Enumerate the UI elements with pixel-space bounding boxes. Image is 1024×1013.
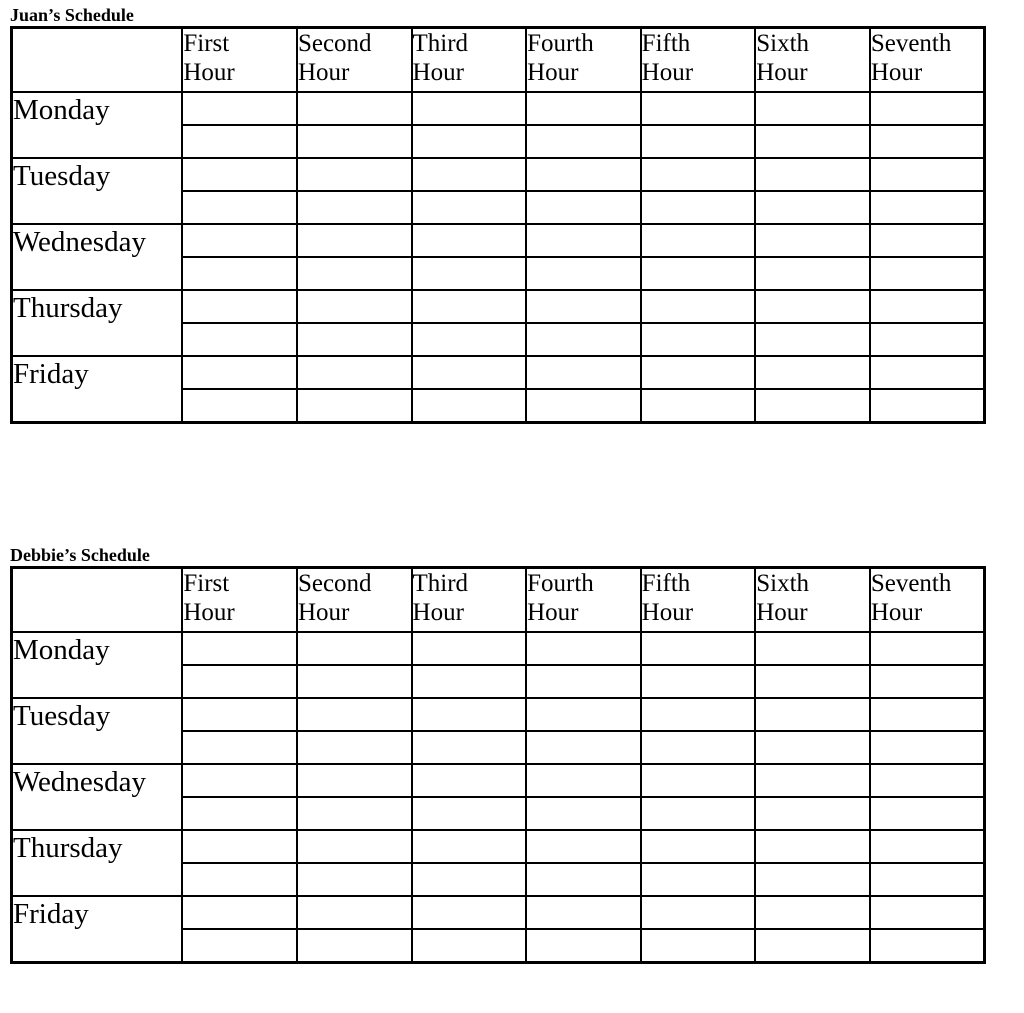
hour-label: Third xyxy=(412,30,469,57)
schedule-slot[interactable] xyxy=(182,632,297,665)
schedule-slot[interactable] xyxy=(297,224,412,257)
hour-label: Hour xyxy=(870,59,923,86)
schedule-slot[interactable] xyxy=(755,290,870,323)
hour-header-second xyxy=(297,568,412,633)
tuesday-row-a xyxy=(12,158,985,191)
schedule-slot[interactable] xyxy=(870,323,985,356)
schedule-slot[interactable] xyxy=(412,632,527,665)
schedule-slot[interactable] xyxy=(641,797,756,830)
schedule-slot[interactable] xyxy=(526,830,641,863)
hour-label: Hour xyxy=(641,599,694,626)
schedule-slot[interactable] xyxy=(755,665,870,698)
schedule-slot[interactable] xyxy=(182,125,297,158)
schedule-slot[interactable] xyxy=(297,632,412,665)
schedule-slot[interactable] xyxy=(412,731,527,764)
tuesday-row-a xyxy=(12,698,985,731)
wednesday-row-a xyxy=(12,224,985,257)
schedule-slot[interactable] xyxy=(297,290,412,323)
schedule-slot[interactable] xyxy=(297,764,412,797)
schedule-slot[interactable] xyxy=(412,356,527,389)
thursday-row-a xyxy=(12,290,985,323)
schedule-slot[interactable] xyxy=(297,830,412,863)
hour-label: Fifth xyxy=(641,30,691,57)
schedule-slot[interactable] xyxy=(526,356,641,389)
schedule-slot[interactable] xyxy=(755,830,870,863)
schedule-slot[interactable] xyxy=(412,665,527,698)
schedule-slot[interactable] xyxy=(526,92,641,125)
hour-label: First xyxy=(183,570,230,597)
schedule-slot[interactable] xyxy=(641,698,756,731)
schedule-slot[interactable] xyxy=(297,863,412,896)
schedule-slot[interactable] xyxy=(641,92,756,125)
hour-label: First xyxy=(183,30,230,57)
schedule-slot[interactable] xyxy=(641,224,756,257)
schedule-slot[interactable] xyxy=(641,731,756,764)
schedule-slot[interactable] xyxy=(755,125,870,158)
schedule-slot[interactable] xyxy=(297,731,412,764)
hour-header-third xyxy=(412,568,527,633)
schedule-slot[interactable] xyxy=(755,323,870,356)
schedule-slot[interactable] xyxy=(641,896,756,929)
schedule-slot[interactable] xyxy=(182,764,297,797)
schedule-slot[interactable] xyxy=(755,929,870,962)
hour-header-fourth xyxy=(526,568,641,633)
schedule-slot[interactable] xyxy=(870,731,985,764)
schedule-slot[interactable] xyxy=(870,92,985,125)
hour-label: Seventh xyxy=(870,30,952,57)
schedule-slot[interactable] xyxy=(755,224,870,257)
schedule-slot[interactable] xyxy=(297,323,412,356)
schedule-slot[interactable] xyxy=(297,125,412,158)
schedule-slot[interactable] xyxy=(870,797,985,830)
schedule-slot[interactable] xyxy=(641,830,756,863)
schedule-slot[interactable] xyxy=(870,929,985,962)
schedule-slot[interactable] xyxy=(412,290,527,323)
schedule-slot[interactable] xyxy=(755,797,870,830)
schedule-slot[interactable] xyxy=(526,323,641,356)
hour-header-fifth xyxy=(641,568,756,633)
hour-label: Sixth xyxy=(756,570,810,597)
schedule-slot[interactable] xyxy=(297,158,412,191)
schedule-slot[interactable] xyxy=(641,929,756,962)
schedule-slot[interactable] xyxy=(412,797,527,830)
schedule-slot[interactable] xyxy=(526,731,641,764)
schedule-slot[interactable] xyxy=(755,764,870,797)
schedule-slot[interactable] xyxy=(755,896,870,929)
schedule-slot[interactable] xyxy=(297,92,412,125)
schedule-slot[interactable] xyxy=(526,929,641,962)
hour-label: Hour xyxy=(527,59,579,86)
schedule-slot[interactable] xyxy=(870,290,985,323)
schedule-slot[interactable] xyxy=(297,896,412,929)
day-label-monday: Monday xyxy=(12,632,183,698)
schedule-slot[interactable] xyxy=(641,665,756,698)
schedule-slot[interactable] xyxy=(412,929,527,962)
schedule-slot[interactable] xyxy=(412,896,527,929)
schedule-slot[interactable] xyxy=(870,830,985,863)
schedule-slot[interactable] xyxy=(641,764,756,797)
schedule-slot[interactable] xyxy=(182,731,297,764)
corner-cell xyxy=(12,568,183,633)
schedule-slot[interactable] xyxy=(870,863,985,896)
hour-header-first xyxy=(182,568,297,633)
schedule-slot[interactable] xyxy=(526,224,641,257)
schedule-slot[interactable] xyxy=(870,632,985,665)
schedule-slot[interactable] xyxy=(755,158,870,191)
schedule-slot[interactable] xyxy=(641,125,756,158)
schedule-slot[interactable] xyxy=(641,632,756,665)
schedule-slot[interactable] xyxy=(182,356,297,389)
thursday-row-a xyxy=(12,830,985,863)
schedule-slot[interactable] xyxy=(412,863,527,896)
schedule-slot[interactable] xyxy=(297,191,412,224)
schedule-slot[interactable] xyxy=(182,257,297,290)
friday-row-a xyxy=(12,356,985,389)
schedule-slot[interactable] xyxy=(297,665,412,698)
day-label-thursday: Thursday xyxy=(12,290,183,356)
hour-label: Hour xyxy=(297,599,350,626)
schedule-slot[interactable] xyxy=(755,698,870,731)
schedule-slot[interactable] xyxy=(412,257,527,290)
schedule-slot[interactable] xyxy=(755,92,870,125)
schedule-slot[interactable] xyxy=(755,191,870,224)
schedule-slot[interactable] xyxy=(755,863,870,896)
hour-label: Hour xyxy=(183,59,235,86)
hour-label: Third xyxy=(412,570,469,597)
schedule-slot[interactable] xyxy=(412,830,527,863)
schedule-slot[interactable] xyxy=(182,665,297,698)
juan-schedule-section xyxy=(10,4,986,424)
hour-label: Hour xyxy=(297,59,350,86)
schedule-slot[interactable] xyxy=(297,698,412,731)
schedule-slot[interactable] xyxy=(182,797,297,830)
schedule-slot[interactable] xyxy=(870,356,985,389)
corner-cell xyxy=(12,28,183,93)
schedule-slot[interactable] xyxy=(755,257,870,290)
schedule-slot[interactable] xyxy=(870,224,985,257)
schedule-slot[interactable] xyxy=(870,191,985,224)
juan-schedule-table xyxy=(10,26,986,424)
schedule-slot[interactable] xyxy=(526,797,641,830)
schedule-slot[interactable] xyxy=(412,323,527,356)
schedule-slot[interactable] xyxy=(182,92,297,125)
schedule-slot[interactable] xyxy=(870,698,985,731)
schedule-slot[interactable] xyxy=(182,389,297,422)
hour-label: Hour xyxy=(641,59,694,86)
hour-label: Fourth xyxy=(527,570,594,597)
debbie-schedule-title: Debbie’s Schedule xyxy=(10,545,150,565)
schedule-slot[interactable] xyxy=(297,257,412,290)
header-row xyxy=(12,568,985,633)
hour-label: Second xyxy=(297,570,372,597)
schedule-slot[interactable] xyxy=(182,224,297,257)
schedule-slot[interactable] xyxy=(641,323,756,356)
day-label-wednesday: Wednesday xyxy=(12,224,183,290)
hour-label: Hour xyxy=(183,599,235,626)
schedule-slot[interactable] xyxy=(297,929,412,962)
schedule-slot[interactable] xyxy=(412,125,527,158)
day-label-friday: Friday xyxy=(12,896,183,962)
hour-label: Seventh xyxy=(870,570,952,597)
schedule-slot[interactable] xyxy=(870,389,985,422)
juan-schedule-title: Juan’s Schedule xyxy=(10,5,134,25)
schedule-slot[interactable] xyxy=(297,356,412,389)
schedule-slot[interactable] xyxy=(755,389,870,422)
schedule-slot[interactable] xyxy=(641,389,756,422)
hour-header-fifth xyxy=(641,28,756,93)
wednesday-row-a xyxy=(12,764,985,797)
monday-row-a xyxy=(12,92,985,125)
schedule-slot[interactable] xyxy=(182,929,297,962)
schedule-slot[interactable] xyxy=(641,158,756,191)
hour-label: Hour xyxy=(870,599,923,626)
day-label-tuesday: Tuesday xyxy=(12,158,183,224)
schedule-slot[interactable] xyxy=(526,125,641,158)
hour-label: Second xyxy=(297,30,372,57)
hour-label: Fourth xyxy=(527,30,594,57)
schedule-slot[interactable] xyxy=(526,896,641,929)
schedule-slot[interactable] xyxy=(526,389,641,422)
header-row xyxy=(12,28,985,93)
schedule-slot[interactable] xyxy=(297,389,412,422)
schedule-slot[interactable] xyxy=(870,257,985,290)
hour-header-first xyxy=(182,28,297,93)
schedule-slot[interactable] xyxy=(526,257,641,290)
day-label-friday: Friday xyxy=(12,356,183,422)
schedule-slot[interactable] xyxy=(641,257,756,290)
hour-header-sixth xyxy=(755,568,870,633)
monday-row-a xyxy=(12,632,985,665)
schedule-slot[interactable] xyxy=(182,323,297,356)
schedule-slot[interactable] xyxy=(526,863,641,896)
schedule-slot[interactable] xyxy=(870,764,985,797)
day-label-tuesday: Tuesday xyxy=(12,698,183,764)
schedule-slot[interactable] xyxy=(526,764,641,797)
schedule-slot[interactable] xyxy=(412,191,527,224)
hour-header-second xyxy=(297,28,412,93)
schedule-slot[interactable] xyxy=(641,290,756,323)
schedule-slot[interactable] xyxy=(526,158,641,191)
hour-header-sixth xyxy=(755,28,870,93)
schedule-slot[interactable] xyxy=(412,389,527,422)
schedule-slot[interactable] xyxy=(755,632,870,665)
schedule-slot[interactable] xyxy=(870,158,985,191)
hour-label: Fifth xyxy=(641,570,691,597)
schedule-slot[interactable] xyxy=(755,356,870,389)
friday-row-a xyxy=(12,896,985,929)
schedule-slot[interactable] xyxy=(182,830,297,863)
schedule-slot[interactable] xyxy=(641,191,756,224)
hour-label: Hour xyxy=(756,599,808,626)
schedule-slot[interactable] xyxy=(412,698,527,731)
schedule-slot[interactable] xyxy=(182,896,297,929)
hour-label: Hour xyxy=(412,59,464,86)
schedule-slot[interactable] xyxy=(182,863,297,896)
hour-header-third xyxy=(412,28,527,93)
schedule-slot[interactable] xyxy=(641,863,756,896)
schedule-slot[interactable] xyxy=(412,224,527,257)
hour-label: Hour xyxy=(412,599,464,626)
schedule-slot[interactable] xyxy=(641,356,756,389)
day-label-wednesday: Wednesday xyxy=(12,764,183,830)
schedule-slot[interactable] xyxy=(526,290,641,323)
day-label-thursday: Thursday xyxy=(12,830,183,896)
day-label-monday: Monday xyxy=(12,92,183,158)
schedule-slot[interactable] xyxy=(526,632,641,665)
schedule-slot[interactable] xyxy=(182,698,297,731)
debbie-schedule-section xyxy=(10,544,986,964)
hour-header-fourth xyxy=(526,28,641,93)
schedule-slot[interactable] xyxy=(412,92,527,125)
schedule-slot[interactable] xyxy=(526,665,641,698)
schedule-slot[interactable] xyxy=(412,764,527,797)
hour-label: Hour xyxy=(527,599,579,626)
hour-label: Hour xyxy=(756,59,808,86)
schedule-slot[interactable] xyxy=(526,191,641,224)
schedule-slot[interactable] xyxy=(182,158,297,191)
schedule-slot[interactable] xyxy=(297,797,412,830)
schedule-slot[interactable] xyxy=(182,191,297,224)
schedule-slot[interactable] xyxy=(526,698,641,731)
hour-label: Sixth xyxy=(756,30,810,57)
hour-header-seventh xyxy=(870,28,985,93)
schedule-slot[interactable] xyxy=(412,158,527,191)
schedule-slot[interactable] xyxy=(182,290,297,323)
schedule-slot[interactable] xyxy=(755,731,870,764)
hour-header-seventh xyxy=(870,568,985,633)
schedule-slot[interactable] xyxy=(870,896,985,929)
schedule-slot[interactable] xyxy=(870,125,985,158)
schedule-slot[interactable] xyxy=(870,665,985,698)
debbie-schedule-table xyxy=(10,566,986,964)
